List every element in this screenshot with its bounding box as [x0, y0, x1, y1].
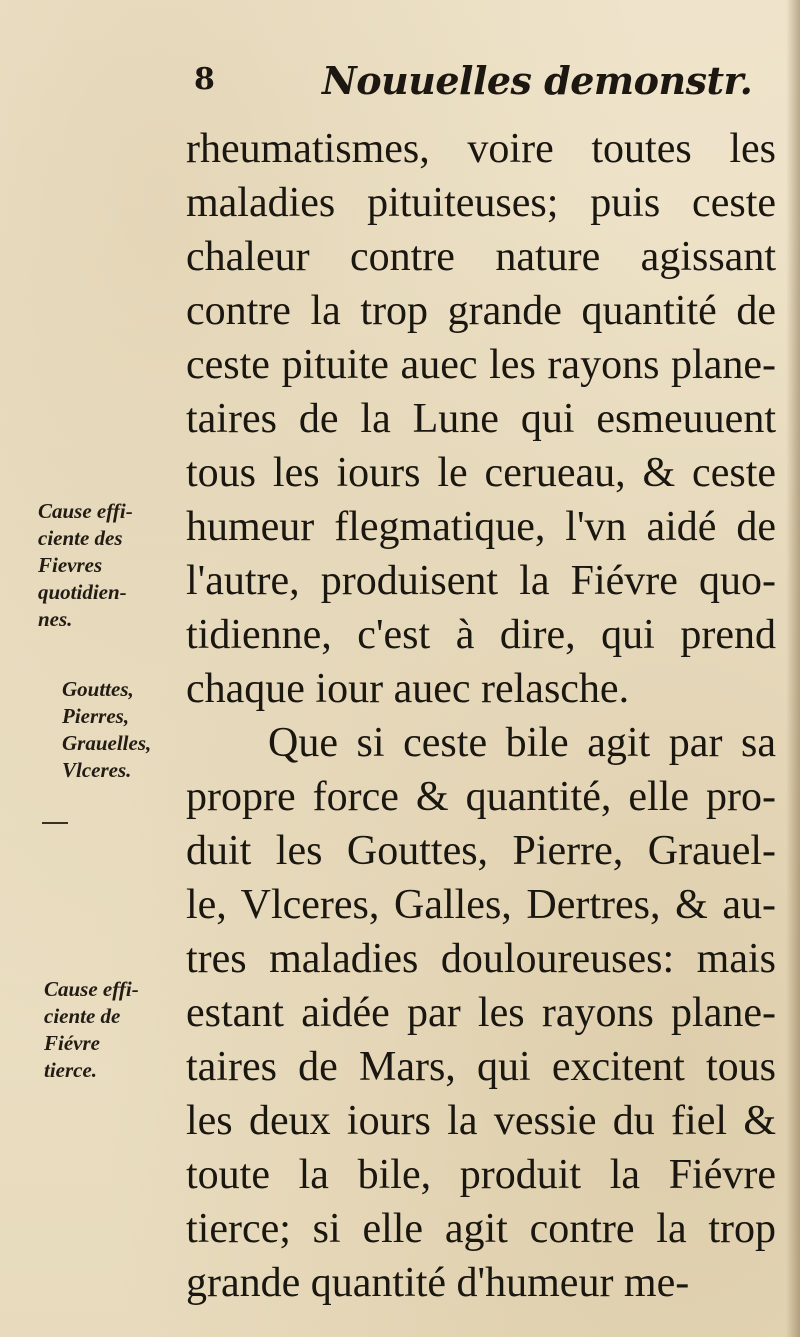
text-line: estant aidée par les rayons plane-: [186, 990, 776, 1036]
margin-dash: [42, 822, 68, 824]
text-line: tres maladies douloureuses: mais: [186, 936, 776, 982]
margin-note-line: ciente de: [44, 1004, 121, 1028]
text-line: tous les iours le cerueau, & ceste: [186, 450, 776, 496]
margin-note-line: Gouttes,: [62, 677, 134, 701]
margin-note-quotidienne: [38, 498, 188, 633]
margin-note-line: Pierres,: [62, 704, 130, 728]
page-edge-shadow: [786, 0, 800, 1337]
margin-note-line: nes.: [38, 607, 73, 631]
text-line: rheumatismes, voire toutes les: [186, 126, 776, 172]
margin-note-line: ciente des: [38, 526, 123, 550]
margin-note-line: Fievres: [38, 553, 103, 577]
margin-note-line: Grauelles,: [62, 731, 152, 755]
text-line: le, Vlceres, Galles, Dertres, & au-: [186, 882, 776, 928]
text-line: les deux iours la vessie du fiel &: [186, 1098, 776, 1144]
margin-note-line: tierce.: [44, 1058, 98, 1082]
text-line: duit les Gouttes, Pierre, Grauel-: [186, 828, 776, 874]
margin-note-line: Vlceres.: [62, 758, 132, 782]
text-line: chaleur contre nature agissant: [186, 234, 776, 280]
text-line: tierce; si elle agit contre la trop: [186, 1206, 776, 1252]
text-line: propre force & quantité, elle pro-: [186, 774, 776, 820]
text-line: l'autre, produisent la Fiévre quo-: [186, 558, 776, 604]
running-title: Nouuelles demonstr.: [322, 58, 753, 103]
margin-note-line: quotidien-: [38, 580, 127, 604]
text-line: taires de la Lune qui esmeuuent: [186, 396, 776, 442]
text-line: ceste pituite auec les rayons plane-: [186, 342, 776, 388]
margin-note-line: Fiévre: [44, 1031, 100, 1055]
text-line: tidienne, c'est à dire, qui prend: [186, 612, 776, 658]
margin-note-maladies: [62, 676, 212, 784]
text-line: chaque iour auec relasche.: [186, 666, 630, 712]
text-line: grande quantité d'humeur me-: [186, 1260, 690, 1306]
text-line: maladies pituiteuses; puis ceste: [186, 180, 776, 226]
page-number: 8: [194, 62, 215, 97]
text-line: taires de Mars, qui excitent tous: [186, 1044, 776, 1090]
text-line: toute la bile, produit la Fiévre: [186, 1152, 776, 1198]
text-line-paragraph-start: Que si ceste bile agit par sa: [268, 720, 776, 766]
main-text: [186, 122, 776, 1310]
margin-note-line: Cause effi-: [44, 977, 139, 1001]
text-line: humeur flegmatique, l'vn aidé de: [186, 504, 776, 550]
margin-note-line: Cause effi-: [38, 499, 133, 523]
page-header: [0, 52, 800, 112]
text-line: contre la trop grande quantité de: [186, 288, 776, 334]
margin-note-tierce: [44, 976, 194, 1084]
